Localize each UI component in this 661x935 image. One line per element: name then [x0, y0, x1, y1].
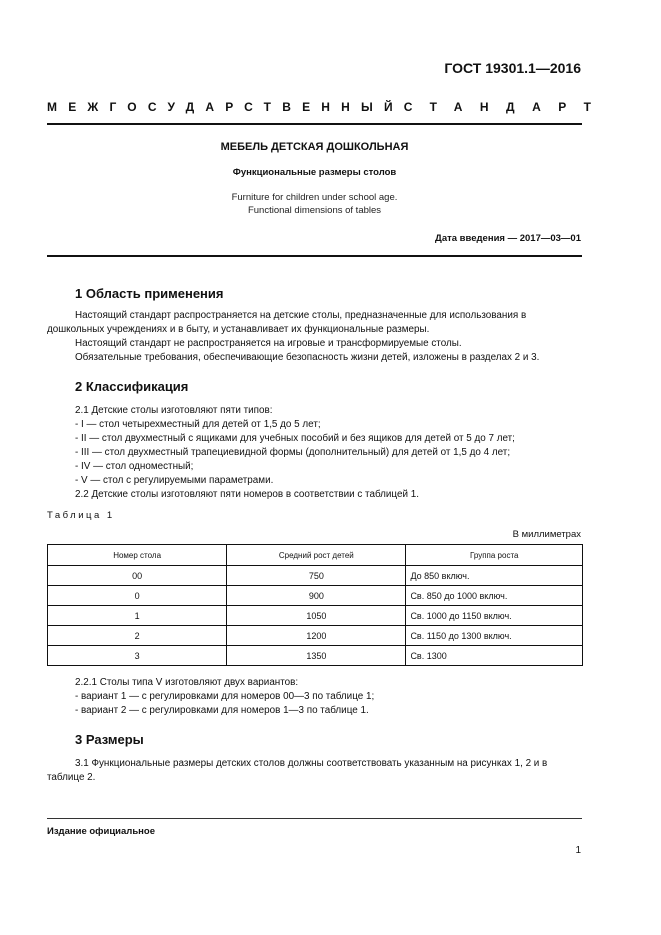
table-cell: 1200: [227, 626, 406, 646]
table-cell: 3: [48, 646, 227, 666]
sizes-table: [47, 544, 583, 666]
section-1-paragraph: Настоящий стандарт распространяется на детские столы, предназначенные для использования в дошкольных учреждениях и в быту, и устанавливает их функциональные размеры.: [47, 310, 527, 335]
table-cell: 900: [227, 586, 406, 606]
table-cell: Св. 1000 до 1150 включ.: [406, 606, 583, 626]
table-cell: 750: [227, 566, 406, 586]
section-2-heading: 2 Классификация: [75, 379, 189, 394]
subclause-paragraph: 2.2.1 Столы типа V изготовляют двух вариантов:: [75, 677, 299, 688]
section-1-paragraph: Обязательные требования, обеспечивающие безопасность жизни детей, изложены в разделах 2 и 3.: [75, 352, 540, 363]
document-subtitle: Функциональные размеры столов: [232, 167, 397, 178]
standard-number: ГОСТ 19301.1—2016: [444, 60, 581, 76]
section-1-heading: 1 Область применения: [75, 286, 224, 301]
english-title-line-2: Functional dimensions of tables: [247, 205, 382, 216]
introduction-date: Дата введения — 2017—03—01: [435, 233, 581, 244]
section-3-heading: 3 Размеры: [75, 732, 144, 747]
table-cell: 0: [48, 586, 227, 606]
list-item: - II — стол двухместный с ящиками для учебных пособий и без ящиков для детей от 5 до 7 лет;: [75, 433, 515, 444]
standard-type-banner: [47, 100, 609, 114]
date-divider: [47, 255, 582, 257]
footer-divider: [47, 818, 582, 819]
document-title: МЕБЕЛЬ ДЕТСКАЯ ДОШКОЛЬНАЯ: [220, 141, 409, 153]
table-cell: 2: [48, 626, 227, 646]
table-caption: Таблица 1: [47, 510, 115, 521]
english-title: [47, 191, 582, 217]
section-3-paragraph: 3.1 Функциональные размеры детских столов должны соответствовать указанным на рисунках 1, 2 и в таблице 2.: [47, 758, 548, 783]
edition-note: Издание официальное: [47, 826, 155, 837]
table-row: [48, 646, 583, 666]
table-cell: 1: [48, 606, 227, 626]
table-cell: Св. 1150 до 1300 включ.: [406, 626, 583, 646]
section-2-paragraph: 2.2 Детские столы изготовляют пяти номеров в соответствии с таблицей 1.: [75, 489, 419, 500]
column-header: Номер стола: [48, 545, 227, 566]
column-header: Средний рост детей: [227, 545, 406, 566]
table-cell: Св. 1300: [406, 646, 583, 666]
table-units: В миллиметрах: [512, 529, 581, 540]
table-row: [48, 626, 583, 646]
section-2-paragraph: 2.1 Детские столы изготовляют пяти типов:: [75, 405, 273, 416]
table-row: [48, 586, 583, 606]
table-row: [48, 606, 583, 626]
list-item: - III — стол двухместный трапециевидной формы (дополнительный) для детей от 1,5 до 4 лет;: [75, 447, 511, 458]
table-cell: 1050: [227, 606, 406, 626]
table-cell: Св. 850 до 1000 включ.: [406, 586, 583, 606]
list-item: - вариант 1 — с регулировками для номеров 00—3 по таблице 1;: [75, 691, 375, 702]
section-1-body: [47, 309, 582, 365]
banner-word-2: СТАНДАРТ: [403, 100, 609, 114]
table-header-row: [48, 545, 583, 566]
table-cell: 1350: [227, 646, 406, 666]
subclause-2-2-1: [47, 676, 582, 718]
header-divider: [47, 123, 582, 125]
table-row: [48, 566, 583, 586]
section-2-body: [47, 404, 582, 502]
list-item: - IV — стол одноместный;: [75, 461, 194, 472]
column-header: Группа роста: [406, 545, 583, 566]
table-cell: До 850 включ.: [406, 566, 583, 586]
banner-word-1: МЕЖГОСУДАРСТВЕННЫЙ: [47, 100, 404, 114]
table-cell: 00: [48, 566, 227, 586]
section-3-body: [47, 757, 582, 785]
list-item: - I — стол четырехместный для детей от 1,5 до 5 лет;: [75, 419, 321, 430]
section-1-paragraph: Настоящий стандарт не распространяется на игровые и трансформируемые столы.: [75, 338, 462, 349]
list-item: - V — стол с регулируемыми параметрами.: [75, 475, 274, 486]
english-title-line-1: Furniture for children under school age.: [231, 192, 398, 203]
page-number: 1: [575, 845, 581, 856]
list-item: - вариант 2 — с регулировками для номеров 1—3 по таблице 1.: [75, 705, 369, 716]
